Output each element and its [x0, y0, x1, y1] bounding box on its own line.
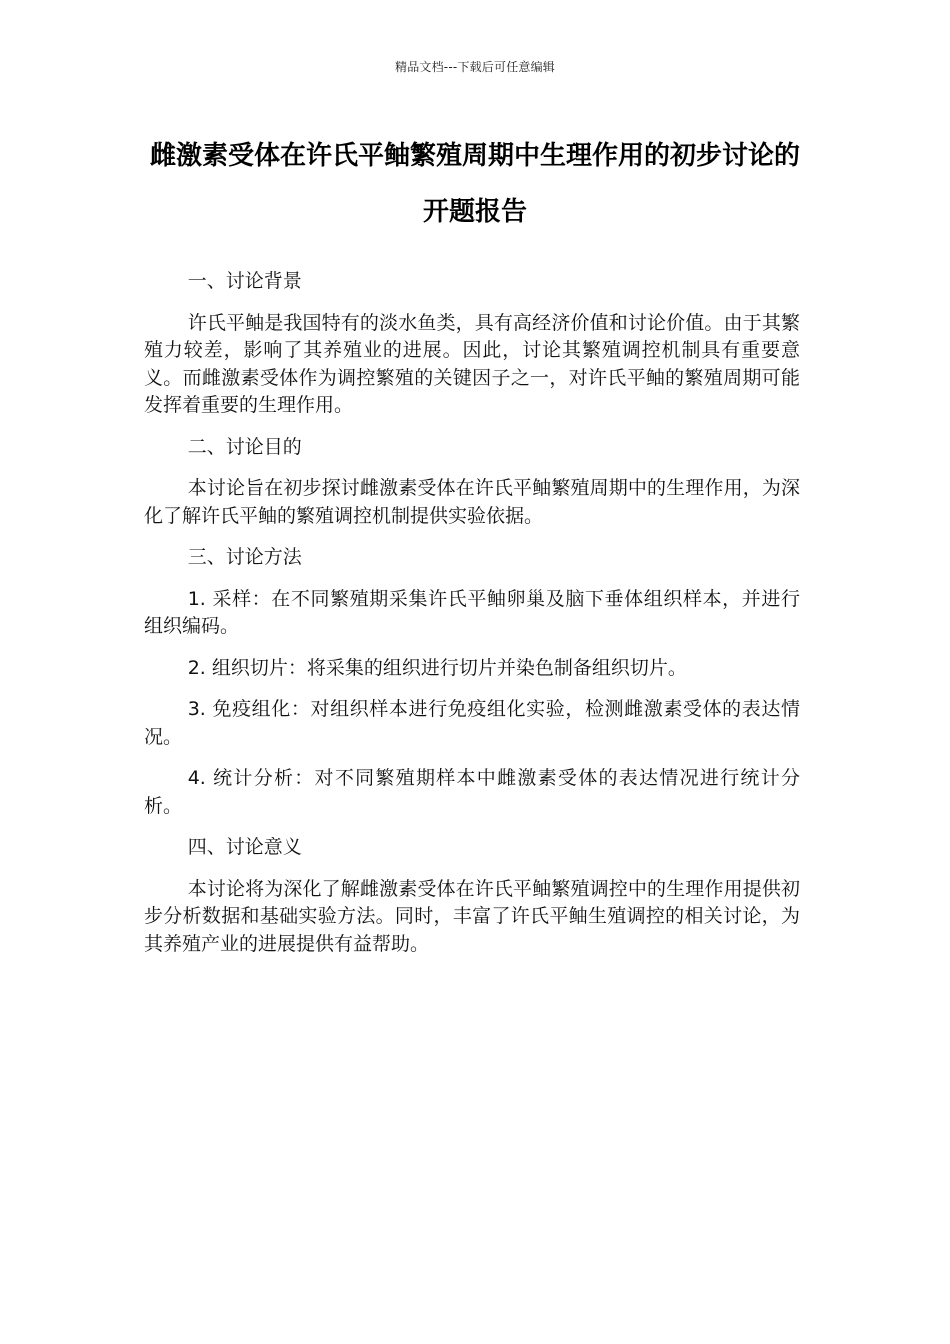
purpose-paragraph: 本讨论旨在初步探讨雌激素受体在许氏平鲉繁殖周期中的生理作用，为深化了解许氏平鲉的繁殖调控机制提供实验依据。 [144, 477, 800, 527]
header-note: 精品文档---下载后可任意编辑 [395, 60, 555, 74]
document-title: 雌激素受体在许氏平鲉繁殖周期中生理作用的初步讨论的开题报告 [149, 141, 800, 227]
section-heading-significance: 四、讨论意义 [187, 836, 302, 858]
section-heading-background: 一、讨论背景 [187, 270, 302, 292]
method-item-sectioning: 2. 组织切片：将采集的组织进行切片并染色制备组织切片。 [187, 656, 687, 679]
method-item-immunohistochemistry: 3. 免疫组化：对组织样本进行免疫组化实验，检测雌激素受体的表达情况。 [144, 698, 800, 748]
method-item-sampling: 1. 采样：在不同繁殖期采集许氏平鲉卵巢及脑下垂体组织样本，并进行组织编码。 [144, 587, 800, 637]
section-heading-purpose: 二、讨论目的 [187, 435, 302, 458]
section-heading-methods: 三、讨论方法 [187, 546, 302, 568]
document-body [144, 268, 800, 972]
significance-paragraph: 本讨论将为深化了解雌激素受体在许氏平鲉繁殖调控中的生理作用提供初步分析数据和基础实验方法。同时，丰富了许氏平鲉生殖调控的相关讨论，为其养殖产业的进展提供有益帮助。 [144, 877, 800, 955]
background-paragraph: 许氏平鲉是我国特有的淡水鱼类，具有高经济价值和讨论价值。由于其繁殖力较差，影响了其养殖业的进展。因此，讨论其繁殖调控机制具有重要意义。而雌激素受体作为调控繁殖的关键因子之一，对许氏平鲉的繁殖周期可能发挥着重要的生理作用。 [144, 311, 800, 416]
method-item-statistics: 4. 统计分析：对不同繁殖期样本中雌激素受体的表达情况进行统计分析。 [144, 767, 800, 817]
